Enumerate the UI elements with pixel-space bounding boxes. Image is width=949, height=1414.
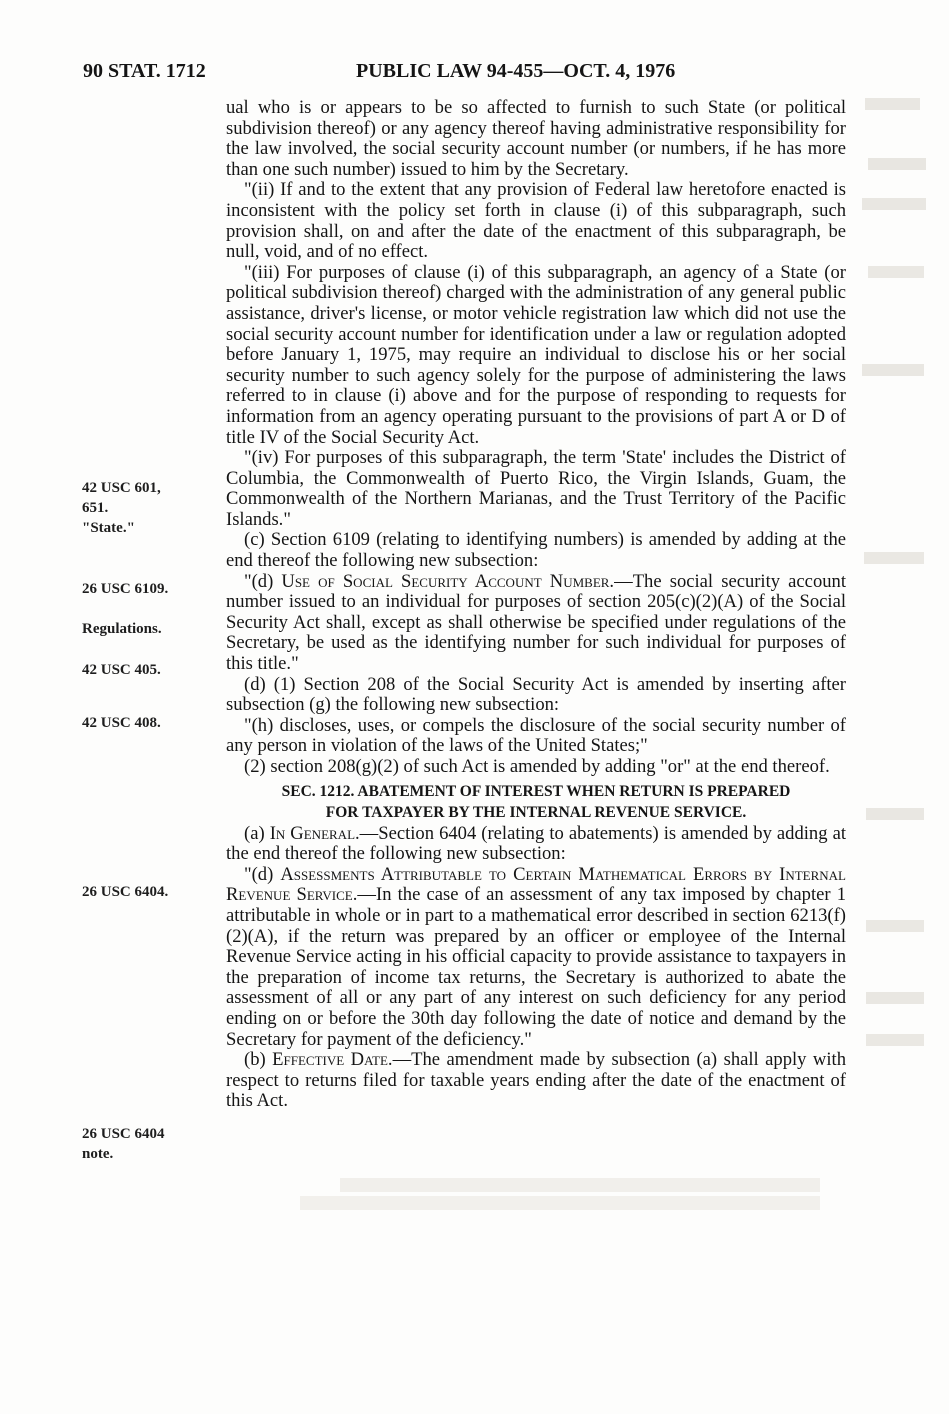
margin-note-state: "State." [82, 520, 135, 536]
paragraph-lead: "(d) [244, 863, 281, 885]
paragraph-b-effective-date [226, 1050, 846, 1112]
section-heading-line: FOR TAXPAYER BY THE INTERNAL REVENUE SERVICE. [325, 803, 747, 821]
section-heading-line: SEC. 1212. ABATEMENT OF INTEREST WHEN RETURN IS PREPARED [281, 782, 791, 800]
paragraph-lead: (b) [244, 1049, 273, 1071]
statute-page-number: 90 STAT. 1712 [83, 60, 206, 82]
page-header [83, 60, 853, 86]
margin-note-26-usc-6109: 26 USC 6109. [82, 581, 169, 597]
paragraph-clause-iv: "(iv) For purposes of this subparagraph, the term 'State' includes the District of Columbia, the Commonwealth of Puerto Rico, the Virgin Islands, Guam, the Commonwealth of the Northern Marianas, and the Trust Territory of the Pacific Islands." [226, 447, 846, 530]
bleed-through-mark [866, 992, 924, 1004]
margin-note-42-usc-408: 42 USC 408. [82, 715, 161, 731]
paragraph-clause-iii: "(iii) For purposes of clause (i) of this subparagraph, an agency of a State (or political subdivision thereof) charged with the administration of any general public assistance, driver's license, or motor vehicle registration law which did not use the social security account number for identification under a law or regulation adopted before January 1, 1975, may require an individual to disclose his or her social security number to such agency solely for the purpose of administering the laws referred to in clause (i) above and for the purpose of responding to requests for information from an agency operating pursuant to the provisions of part A or D of title IV of the Social Security Act. [226, 261, 846, 448]
margin-note-26-usc-6404-note [82, 1124, 212, 1164]
bleed-through-mark [868, 158, 926, 170]
statute-body [226, 98, 846, 1112]
subsection-caption: Use of Social Security Account Number. [281, 570, 615, 592]
margin-note-line: 26 USC 6404 [82, 1126, 165, 1142]
paragraph-rest: —Section 6404 (relating to abatements) is amended by adding at the end thereof the following new subsection: [226, 822, 846, 865]
bleed-through-mark [866, 1034, 924, 1046]
paragraph-rest: —The amendment made by subsection (a) shall apply with respect to returns filed for taxable years ending after the date of the enactment of this Act. [226, 1049, 846, 1112]
paragraph-subsection-c: (c) Section 6109 (relating to identifying numbers) is amended by adding at the end thereof the following new subsection: [226, 529, 846, 572]
subsection-caption: Assessments Attributable to Certain Mathematical Errors by Internal Revenue Service. [226, 863, 846, 906]
public-law-title: PUBLIC LAW 94-455—OCT. 4, 1976 [356, 60, 676, 82]
margin-note-42-usc-601: 42 USC 601, [82, 480, 161, 496]
section-heading [226, 781, 846, 823]
subsection-caption: Effective Date. [272, 1049, 393, 1071]
bleed-through-mark [864, 552, 924, 564]
bleed-through-mark [340, 1178, 820, 1192]
bleed-through-mark [866, 920, 924, 932]
paragraph-d1: (d) (1) Section 208 of the Social Security Act is amended by inserting after subsection (g) the following new subsection: [226, 673, 846, 716]
paragraph-a-in-general [226, 824, 846, 865]
margin-note-line: note. [82, 1146, 114, 1162]
margin-note-regulations: Regulations. [82, 621, 162, 637]
paragraph-d-assessments [226, 865, 846, 1050]
margin-note-42-usc-405: 42 USC 405. [82, 662, 161, 678]
bleed-through-mark [866, 808, 924, 820]
paragraph-subsection-d-ssn [226, 572, 846, 675]
paragraph-lead: (a) [244, 822, 270, 844]
paragraph-rest: —In the case of an assessment of any tax imposed by chapter 1 attributable in whole or in part to a mathematical error described in section 6213(f)(2)(A), if the return was prepared by an officer or employee of the Internal Revenue Service acting in his official capacity to provide assistance to taxpayers in the preparation of income tax returns, the Secretary is authorized to abate the assessment of all or any part of any interest on such deficiency for any period ending on or before the 30th day following the date of notice and demand by the Secretary for payment of the deficiency." [226, 884, 846, 1050]
subsection-caption: In General. [269, 822, 360, 844]
paragraph-2: (2) section 208(g)(2) of such Act is amended by adding "or" at the end thereof. [244, 756, 830, 777]
paragraph-intro: ual who is or appears to be so affected to furnish to such State (or political subdivision thereof) or any agency thereof having administrative responsibility for the law involved, the social security account number (or numbers, if he has more than one such number) issued to him by the Secretary. [226, 97, 846, 180]
bleed-through-mark [862, 198, 926, 210]
bleed-through-mark [868, 266, 924, 278]
bleed-through-mark [300, 1196, 820, 1210]
paragraph-h: "(h) discloses, uses, or compels the disclosure of the social security number of any person in violation of the laws of the United States;" [226, 714, 846, 757]
margin-note-651: 651. [82, 500, 109, 516]
paragraph-rest: —The social security account number issued to an individual for purposes of section 205(c)(2)(A) of the Social Security Act shall, except as shall otherwise be specified under regulations of the Secretary, be used as the identifying number for such individual for purposes of this title." [226, 570, 846, 675]
paragraph-lead: "(d) [244, 570, 282, 592]
bleed-through-mark [862, 364, 924, 376]
margin-note-26-usc-6404: 26 USC 6404. [82, 884, 169, 900]
paragraph-clause-ii: "(ii) If and to the extent that any provision of Federal law heretofore enacted is inconsistent with the policy set forth in clause (i) of this subparagraph, such provision shall, on and after the date of the enactment of this subparagraph, be null, void, and of no effect. [226, 179, 846, 263]
bleed-through-mark [865, 98, 920, 110]
